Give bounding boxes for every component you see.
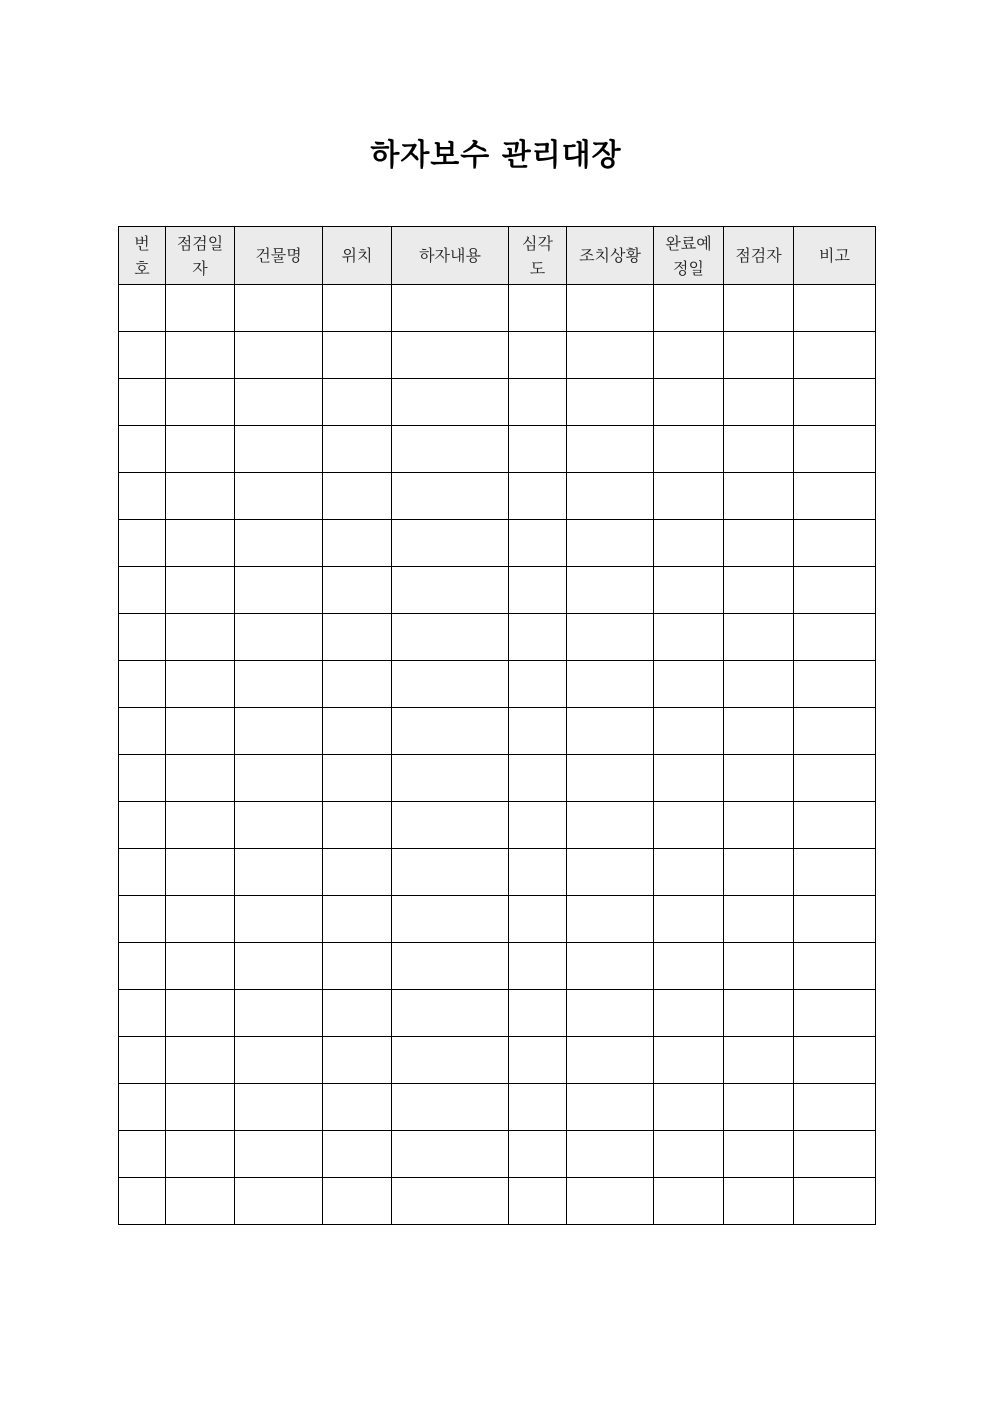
header-inspection-date: [166, 227, 235, 285]
cell-location[interactable]: [323, 520, 392, 567]
cell-building-name[interactable]: [235, 520, 323, 567]
table-row: [119, 708, 876, 755]
cell-inspection-date[interactable]: [166, 1178, 235, 1225]
cell-number[interactable]: [119, 379, 166, 426]
cell-severity[interactable]: [509, 285, 567, 332]
cell-number[interactable]: [119, 332, 166, 379]
cell-severity[interactable]: [509, 1178, 567, 1225]
cell-severity[interactable]: [509, 661, 567, 708]
table-row: [119, 849, 876, 896]
cell-inspector[interactable]: [724, 1084, 794, 1131]
cell-action-status[interactable]: [567, 379, 654, 426]
table-row: [119, 285, 876, 332]
cell-number[interactable]: [119, 1037, 166, 1084]
cell-action-status[interactable]: [567, 567, 654, 614]
cell-action-status[interactable]: [567, 1178, 654, 1225]
cell-inspector[interactable]: [724, 661, 794, 708]
cell-severity[interactable]: [509, 708, 567, 755]
cell-inspector[interactable]: [724, 943, 794, 990]
cell-building-name[interactable]: [235, 990, 323, 1037]
cell-severity[interactable]: [509, 473, 567, 520]
cell-location[interactable]: [323, 567, 392, 614]
cell-building-name[interactable]: [235, 426, 323, 473]
table-row: [119, 520, 876, 567]
cell-location[interactable]: [323, 755, 392, 802]
table-row: [119, 567, 876, 614]
table-row: [119, 379, 876, 426]
cell-location[interactable]: [323, 614, 392, 661]
page-title: 하자보수 관리대장: [370, 138, 622, 173]
cell-number[interactable]: [119, 802, 166, 849]
cell-defect-details[interactable]: [392, 708, 509, 755]
table-row: [119, 614, 876, 661]
cell-defect-details[interactable]: [392, 567, 509, 614]
cell-remarks[interactable]: [794, 896, 876, 943]
cell-defect-details[interactable]: [392, 802, 509, 849]
cell-number[interactable]: [119, 755, 166, 802]
cell-number[interactable]: [119, 567, 166, 614]
cell-location[interactable]: [323, 1131, 392, 1178]
cell-severity[interactable]: [509, 896, 567, 943]
cell-remarks[interactable]: [794, 285, 876, 332]
cell-inspection-date[interactable]: [166, 473, 235, 520]
header-label: 점검일자: [176, 233, 224, 278]
defect-register-table: [118, 226, 876, 1225]
cell-severity[interactable]: [509, 1037, 567, 1084]
table-row: [119, 1178, 876, 1225]
cell-defect-details[interactable]: [392, 990, 509, 1037]
cell-action-status[interactable]: [567, 614, 654, 661]
cell-expected-completion-date[interactable]: [654, 802, 724, 849]
table-row: [119, 661, 876, 708]
header-label: 점검자: [735, 246, 782, 265]
cell-action-status[interactable]: [567, 802, 654, 849]
cell-building-name[interactable]: [235, 1084, 323, 1131]
cell-expected-completion-date[interactable]: [654, 1131, 724, 1178]
cell-remarks[interactable]: [794, 473, 876, 520]
cell-action-status[interactable]: [567, 520, 654, 567]
header-inspector: [724, 227, 794, 285]
header-label: 번호: [134, 233, 150, 278]
cell-building-name[interactable]: [235, 473, 323, 520]
header-defect-details: [392, 227, 509, 285]
cell-severity[interactable]: [509, 990, 567, 1037]
cell-inspector[interactable]: [724, 285, 794, 332]
cell-remarks[interactable]: [794, 567, 876, 614]
cell-location[interactable]: [323, 473, 392, 520]
cell-inspection-date[interactable]: [166, 943, 235, 990]
cell-severity[interactable]: [509, 1131, 567, 1178]
cell-defect-details[interactable]: [392, 1178, 509, 1225]
cell-defect-details[interactable]: [392, 426, 509, 473]
cell-number[interactable]: [119, 426, 166, 473]
cell-building-name[interactable]: [235, 1178, 323, 1225]
cell-number[interactable]: [119, 708, 166, 755]
cell-remarks[interactable]: [794, 1131, 876, 1178]
cell-severity[interactable]: [509, 943, 567, 990]
cell-expected-completion-date[interactable]: [654, 379, 724, 426]
cell-remarks[interactable]: [794, 1037, 876, 1084]
cell-inspection-date[interactable]: [166, 802, 235, 849]
cell-severity[interactable]: [509, 520, 567, 567]
cell-defect-details[interactable]: [392, 943, 509, 990]
cell-inspector[interactable]: [724, 849, 794, 896]
cell-building-name[interactable]: [235, 755, 323, 802]
cell-number[interactable]: [119, 849, 166, 896]
cell-location[interactable]: [323, 1084, 392, 1131]
cell-expected-completion-date[interactable]: [654, 426, 724, 473]
cell-expected-completion-date[interactable]: [654, 849, 724, 896]
cell-building-name[interactable]: [235, 285, 323, 332]
header-remarks: [794, 227, 876, 285]
cell-severity[interactable]: [509, 755, 567, 802]
cell-inspector[interactable]: [724, 379, 794, 426]
cell-action-status[interactable]: [567, 426, 654, 473]
cell-expected-completion-date[interactable]: [654, 661, 724, 708]
header-severity: [509, 227, 567, 285]
cell-expected-completion-date[interactable]: [654, 614, 724, 661]
cell-inspector[interactable]: [724, 990, 794, 1037]
cell-building-name[interactable]: [235, 849, 323, 896]
cell-inspection-date[interactable]: [166, 990, 235, 1037]
cell-action-status[interactable]: [567, 1084, 654, 1131]
cell-building-name[interactable]: [235, 708, 323, 755]
cell-remarks[interactable]: [794, 332, 876, 379]
table-row: [119, 896, 876, 943]
cell-location[interactable]: [323, 1037, 392, 1084]
table-row: [119, 1131, 876, 1178]
cell-building-name[interactable]: [235, 1037, 323, 1084]
cell-inspector[interactable]: [724, 1037, 794, 1084]
cell-remarks[interactable]: [794, 1084, 876, 1131]
cell-defect-details[interactable]: [392, 755, 509, 802]
cell-defect-details[interactable]: [392, 896, 509, 943]
cell-location[interactable]: [323, 849, 392, 896]
cell-building-name[interactable]: [235, 1131, 323, 1178]
cell-number[interactable]: [119, 473, 166, 520]
table-header-row: [119, 227, 876, 285]
cell-inspection-date[interactable]: [166, 1037, 235, 1084]
cell-remarks[interactable]: [794, 802, 876, 849]
cell-expected-completion-date[interactable]: [654, 896, 724, 943]
cell-location[interactable]: [323, 285, 392, 332]
table-row: [119, 990, 876, 1037]
table-row: [119, 755, 876, 802]
cell-number[interactable]: [119, 614, 166, 661]
cell-defect-details[interactable]: [392, 1131, 509, 1178]
cell-action-status[interactable]: [567, 661, 654, 708]
cell-severity[interactable]: [509, 1084, 567, 1131]
cell-expected-completion-date[interactable]: [654, 1178, 724, 1225]
cell-severity[interactable]: [509, 567, 567, 614]
cell-inspector[interactable]: [724, 614, 794, 661]
cell-remarks[interactable]: [794, 849, 876, 896]
cell-inspector[interactable]: [724, 1178, 794, 1225]
cell-location[interactable]: [323, 990, 392, 1037]
cell-remarks[interactable]: [794, 614, 876, 661]
cell-inspection-date[interactable]: [166, 755, 235, 802]
header-label: 비고: [819, 246, 850, 265]
cell-inspection-date[interactable]: [166, 661, 235, 708]
cell-inspection-date[interactable]: [166, 379, 235, 426]
cell-remarks[interactable]: [794, 426, 876, 473]
cell-action-status[interactable]: [567, 943, 654, 990]
cell-inspector[interactable]: [724, 708, 794, 755]
cell-inspection-date[interactable]: [166, 520, 235, 567]
cell-defect-details[interactable]: [392, 1084, 509, 1131]
cell-number[interactable]: [119, 1131, 166, 1178]
table-body: [119, 285, 876, 1225]
header-building-name: [235, 227, 323, 285]
cell-inspection-date[interactable]: [166, 708, 235, 755]
table-row: [119, 1084, 876, 1131]
cell-location[interactable]: [323, 426, 392, 473]
cell-building-name[interactable]: [235, 943, 323, 990]
cell-expected-completion-date[interactable]: [654, 332, 724, 379]
header-number: [119, 227, 166, 285]
cell-severity[interactable]: [509, 379, 567, 426]
header-label: 조치상황: [579, 246, 641, 265]
header-action-status: [567, 227, 654, 285]
cell-number[interactable]: [119, 1178, 166, 1225]
cell-severity[interactable]: [509, 332, 567, 379]
cell-expected-completion-date[interactable]: [654, 520, 724, 567]
cell-location[interactable]: [323, 708, 392, 755]
cell-defect-details[interactable]: [392, 614, 509, 661]
cell-remarks[interactable]: [794, 990, 876, 1037]
cell-inspector[interactable]: [724, 332, 794, 379]
table-row: [119, 332, 876, 379]
cell-location[interactable]: [323, 661, 392, 708]
cell-action-status[interactable]: [567, 708, 654, 755]
cell-number[interactable]: [119, 943, 166, 990]
cell-number[interactable]: [119, 990, 166, 1037]
cell-building-name[interactable]: [235, 614, 323, 661]
cell-expected-completion-date[interactable]: [654, 708, 724, 755]
cell-inspector[interactable]: [724, 802, 794, 849]
cell-action-status[interactable]: [567, 849, 654, 896]
cell-location[interactable]: [323, 802, 392, 849]
cell-expected-completion-date[interactable]: [654, 755, 724, 802]
cell-location[interactable]: [323, 896, 392, 943]
cell-location[interactable]: [323, 1178, 392, 1225]
cell-remarks[interactable]: [794, 708, 876, 755]
cell-inspection-date[interactable]: [166, 285, 235, 332]
cell-location[interactable]: [323, 332, 392, 379]
cell-number[interactable]: [119, 896, 166, 943]
cell-severity[interactable]: [509, 614, 567, 661]
cell-action-status[interactable]: [567, 473, 654, 520]
cell-inspection-date[interactable]: [166, 614, 235, 661]
cell-action-status[interactable]: [567, 990, 654, 1037]
header-label: 건물명: [255, 246, 302, 265]
cell-severity[interactable]: [509, 849, 567, 896]
cell-expected-completion-date[interactable]: [654, 943, 724, 990]
header-location: [323, 227, 392, 285]
table-row: [119, 943, 876, 990]
cell-remarks[interactable]: [794, 1178, 876, 1225]
cell-defect-details[interactable]: [392, 1037, 509, 1084]
cell-inspection-date[interactable]: [166, 849, 235, 896]
cell-defect-details[interactable]: [392, 473, 509, 520]
cell-remarks[interactable]: [794, 379, 876, 426]
cell-action-status[interactable]: [567, 332, 654, 379]
cell-inspector[interactable]: [724, 426, 794, 473]
cell-expected-completion-date[interactable]: [654, 990, 724, 1037]
cell-expected-completion-date[interactable]: [654, 567, 724, 614]
table-row: [119, 426, 876, 473]
cell-remarks[interactable]: [794, 755, 876, 802]
cell-number[interactable]: [119, 1084, 166, 1131]
cell-remarks[interactable]: [794, 661, 876, 708]
header-expected-completion-date: [654, 227, 724, 285]
cell-action-status[interactable]: [567, 285, 654, 332]
cell-action-status[interactable]: [567, 1037, 654, 1084]
cell-defect-details[interactable]: [392, 661, 509, 708]
cell-inspector[interactable]: [724, 567, 794, 614]
cell-building-name[interactable]: [235, 896, 323, 943]
cell-location[interactable]: [323, 379, 392, 426]
cell-defect-details[interactable]: [392, 285, 509, 332]
cell-inspection-date[interactable]: [166, 1084, 235, 1131]
cell-inspector[interactable]: [724, 473, 794, 520]
cell-location[interactable]: [323, 943, 392, 990]
cell-inspector[interactable]: [724, 520, 794, 567]
cell-building-name[interactable]: [235, 802, 323, 849]
header-label: 위치: [341, 246, 373, 265]
cell-inspector[interactable]: [724, 1131, 794, 1178]
cell-inspection-date[interactable]: [166, 896, 235, 943]
header-label: 심각도: [522, 233, 553, 278]
cell-inspection-date[interactable]: [166, 1131, 235, 1178]
cell-inspection-date[interactable]: [166, 332, 235, 379]
header-label: 완료예정일: [665, 233, 712, 278]
cell-building-name[interactable]: [235, 567, 323, 614]
cell-number[interactable]: [119, 520, 166, 567]
cell-expected-completion-date[interactable]: [654, 1084, 724, 1131]
cell-action-status[interactable]: [567, 755, 654, 802]
cell-building-name[interactable]: [235, 332, 323, 379]
cell-number[interactable]: [119, 661, 166, 708]
cell-inspector[interactable]: [724, 896, 794, 943]
cell-number[interactable]: [119, 285, 166, 332]
cell-action-status[interactable]: [567, 1131, 654, 1178]
header-label: 하자내용: [419, 246, 481, 265]
table-row: [119, 802, 876, 849]
cell-severity[interactable]: [509, 802, 567, 849]
cell-remarks[interactable]: [794, 520, 876, 567]
cell-expected-completion-date[interactable]: [654, 473, 724, 520]
cell-inspection-date[interactable]: [166, 426, 235, 473]
cell-defect-details[interactable]: [392, 332, 509, 379]
cell-inspector[interactable]: [724, 755, 794, 802]
cell-action-status[interactable]: [567, 896, 654, 943]
cell-severity[interactable]: [509, 426, 567, 473]
cell-defect-details[interactable]: [392, 520, 509, 567]
cell-expected-completion-date[interactable]: [654, 285, 724, 332]
table-row: [119, 1037, 876, 1084]
cell-remarks[interactable]: [794, 943, 876, 990]
cell-defect-details[interactable]: [392, 379, 509, 426]
cell-defect-details[interactable]: [392, 849, 509, 896]
cell-building-name[interactable]: [235, 379, 323, 426]
cell-expected-completion-date[interactable]: [654, 1037, 724, 1084]
table-row: [119, 473, 876, 520]
cell-building-name[interactable]: [235, 661, 323, 708]
cell-inspection-date[interactable]: [166, 567, 235, 614]
